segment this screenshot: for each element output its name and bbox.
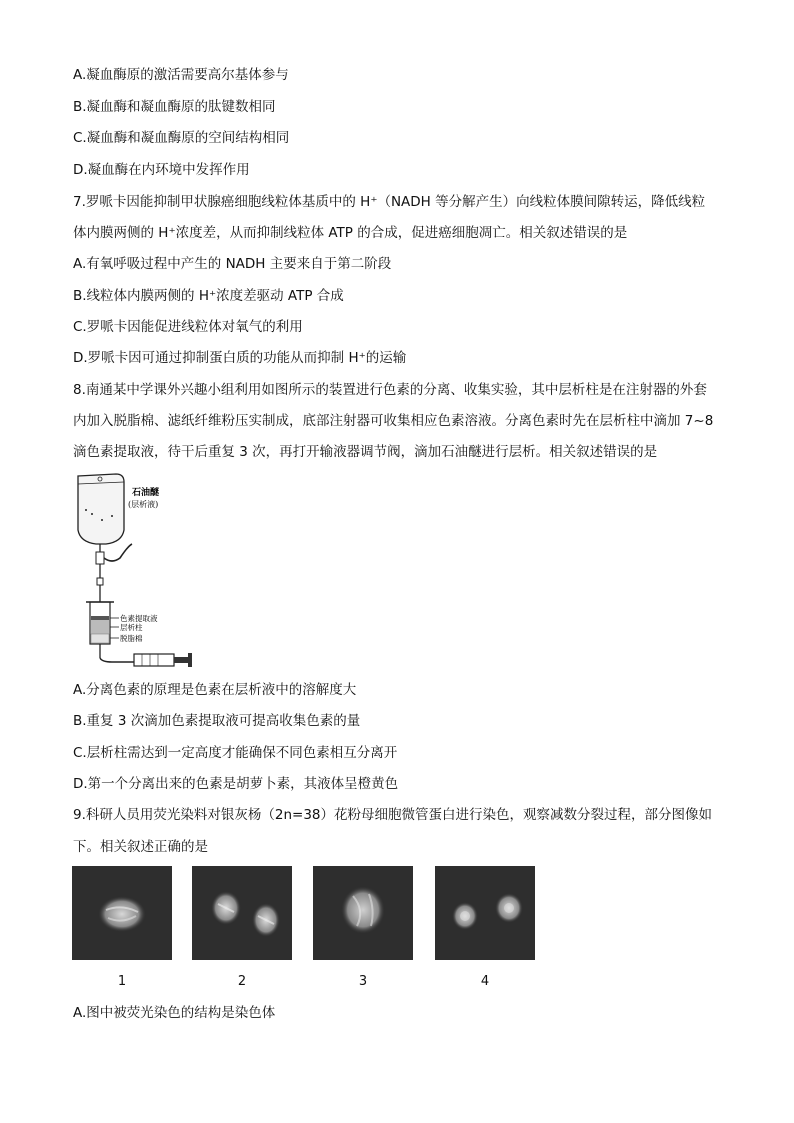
q9-option-a: A.图中被荧光染色的结构是染色体 [73,1005,276,1021]
meiosis-photo-row [0,866,794,996]
photo-label-2: 2 [237,974,247,989]
q8-option-d: D.第一个分离出来的色素是胡萝卜素，其液体呈橙黄色 [73,776,399,792]
micrograph-2 [192,866,292,960]
q8-stem-line3: 滴色素提取液，待干后重复 3 次，再打开输液器调节阀，滴加石油醚进行层析。相关叙述错误的是 [73,444,658,460]
q8-option-a: A.分离色素的原理是色素在层析液中的溶解度大 [73,682,357,698]
label-cotton: 脱脂棉 [120,634,143,643]
q6-option-b: B.凝血酶和凝血酶原的肽键数相同 [73,99,276,115]
infusion-bag [78,474,124,544]
label-pigment-extract: 色素提取液 [120,614,158,623]
label-chromatography-solution: (层析液) [128,500,159,509]
drip-chamber [96,552,104,564]
q6-option-a: A.凝血酶原的激活需要高尔基体参与 [73,67,289,83]
micrograph-3 [313,866,413,960]
q9-stem-line2: 下。相关叙述正确的是 [73,839,208,855]
collection-syringe [134,654,174,666]
cotton-layer [91,634,109,643]
side-tube [104,544,132,561]
q9-stem-line1: 9.科研人员用荧光染料对银灰杨（2n=38）花粉母细胞微管蛋白进行染色，观察减数分裂过程，部分图像如 [73,807,713,823]
micrograph-4 [435,866,535,960]
chromatography-apparatus-figure [72,470,202,670]
bag-dot [111,515,113,517]
syringe-plunger-head [188,653,192,667]
q8-option-b: B.重复 3 次滴加色素提取液可提高收集色素的量 [73,713,361,729]
q7-option-d: D.罗哌卡因可通过抑制蛋白质的功能从而抑制 H⁺的运输 [73,350,407,366]
label-column: 层析柱 [120,623,143,632]
column-packing [91,620,109,634]
q8-stem-line2: 内加入脱脂棉、滤纸纤维粉压实制成，底部注射器可收集相应色素溶液。分离色素时先在层析柱中滴加 7~8 [73,413,714,429]
pigment-extract-layer [91,616,109,620]
bag-dot [91,513,93,515]
bag-dot [85,509,87,511]
regulator-valve [97,578,103,585]
bag-dot [101,519,103,521]
collection-tube [100,658,134,662]
q6-option-d: D.凝血酶在内环境中发挥作用 [73,162,250,178]
photo-label-3: 3 [358,974,368,989]
q7-option-b: B.线粒体内膜两侧的 H⁺浓度差驱动 ATP 合成 [73,288,344,304]
micrograph-1 [72,866,172,960]
photo-label-4: 4 [480,974,490,989]
q7-option-c: C.罗哌卡因能促进线粒体对氧气的利用 [73,319,303,335]
q8-option-c: C.层析柱需达到一定高度才能确保不同色素相互分离开 [73,745,398,761]
photo-label-1: 1 [117,974,127,989]
q7-option-a: A.有氧呼吸过程中产生的 NADH 主要来自于第二阶段 [73,256,392,272]
q7-stem-line1: 7.罗哌卡因能抑制甲状腺癌细胞线粒体基质中的 H⁺（NADH 等分解产生）向线粒体膜间隙转运，降低线粒 [73,194,706,210]
q8-stem-line1: 8.南通某中学课外兴趣小组利用如图所示的装置进行色素的分离、收集实验，其中层析柱是在注射器的外套 [73,382,707,398]
q6-option-c: C.凝血酶和凝血酶原的空间结构相同 [73,130,290,146]
syringe-plunger [174,657,188,663]
label-petroleum-ether: 石油醚 [132,488,160,498]
q7-stem-line2: 体内膜两侧的 H⁺浓度差，从而抑制线粒体 ATP 的合成，促进癌细胞凋亡。相关叙述错误的是 [73,225,628,241]
